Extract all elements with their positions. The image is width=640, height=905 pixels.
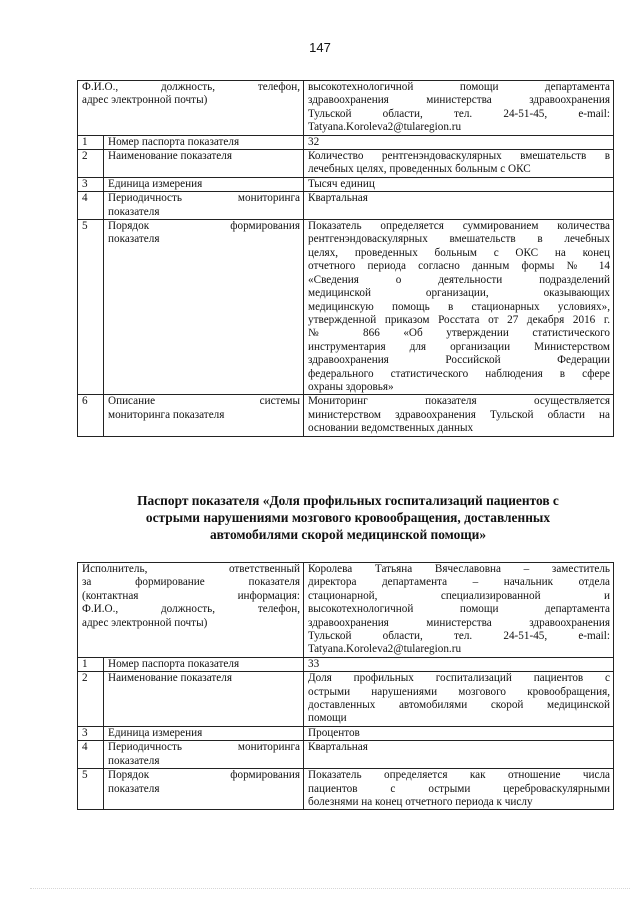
table-row bbox=[78, 672, 614, 727]
text-line: Королева Татьяна Вячеславовна – заместитель bbox=[308, 563, 611, 575]
table-row bbox=[78, 769, 614, 810]
text-line: Показатель определяется как отношение числа bbox=[308, 769, 611, 782]
text-line: Номер паспорта показателя bbox=[108, 657, 240, 670]
page-number: 147 bbox=[309, 40, 331, 55]
row-value bbox=[304, 657, 614, 671]
text-line: «Сведения о деятельности подразделений bbox=[308, 273, 611, 286]
text-line: Периодичность мониторинга bbox=[108, 192, 301, 205]
table-row bbox=[78, 192, 614, 220]
row-value bbox=[304, 192, 614, 220]
text-line: показателя bbox=[108, 754, 160, 767]
row-value bbox=[304, 135, 614, 149]
text-line: за формирование показателя bbox=[82, 576, 301, 589]
text-line: охраны здоровья» bbox=[308, 380, 394, 393]
row-label bbox=[104, 726, 304, 740]
text-line: медицинской организации, оказывающих bbox=[308, 287, 611, 300]
text-line: Tatyana.Koroleva2@tularegion.ru bbox=[308, 121, 462, 134]
text-line: здравоохранения министерства здравоохранения bbox=[308, 94, 611, 107]
row-value bbox=[304, 150, 614, 178]
text-line: директора департамента – начальник отдела bbox=[308, 576, 611, 589]
text-line: высокотехнологичной помощи департамента bbox=[308, 603, 611, 616]
row-label bbox=[104, 769, 304, 810]
row-number: 2 bbox=[78, 150, 104, 178]
row-value bbox=[304, 672, 614, 727]
row-label bbox=[104, 150, 304, 178]
text-line: Единица измерения bbox=[108, 177, 203, 190]
text-line: показателя bbox=[108, 782, 160, 795]
scan-artifact-line bbox=[30, 888, 630, 891]
text-line: Исполнитель, ответственный bbox=[82, 563, 301, 575]
text-line: адрес электронной почты) bbox=[82, 94, 208, 107]
passport-heading bbox=[80, 492, 616, 543]
row-label bbox=[104, 657, 304, 671]
table-row bbox=[78, 726, 614, 740]
row-number: 2 bbox=[78, 672, 104, 727]
text-line: № 866 «Об утверждении статистического bbox=[308, 327, 611, 340]
text-line: Наименование показателя bbox=[108, 150, 232, 163]
text-line: Ф.И.О., должность, телефон, bbox=[82, 603, 301, 616]
text-line: мониторинга показателя bbox=[108, 408, 225, 421]
table-row bbox=[78, 177, 614, 191]
text-line: здравоохранения министерства здравоохранения bbox=[308, 616, 611, 629]
row-number: 5 bbox=[78, 220, 104, 395]
row-number: 3 bbox=[78, 726, 104, 740]
text-line: основании ведомственных данных bbox=[308, 422, 474, 435]
row-value bbox=[304, 769, 614, 810]
row-value bbox=[304, 741, 614, 769]
table-row bbox=[78, 395, 614, 436]
header-row bbox=[78, 563, 614, 658]
heading-line: Паспорт показателя «Доля профильных госпитализаций пациентов с bbox=[137, 493, 559, 508]
text-line: лечебных целях, проведенных больным с ОКС bbox=[308, 163, 531, 176]
text-line: стационарной, специализированной и bbox=[308, 589, 611, 602]
header-value-cell bbox=[304, 81, 614, 136]
row-value bbox=[304, 220, 614, 395]
text-line: утвержденной приказом Росстата от 27 декабря 2016 г. bbox=[308, 313, 611, 326]
row-value bbox=[304, 395, 614, 436]
row-number: 4 bbox=[78, 192, 104, 220]
row-label bbox=[104, 672, 304, 727]
table-row bbox=[78, 135, 614, 149]
text-line: рентгенэндоваскулярных вмешательств в лечебных bbox=[308, 233, 611, 246]
text-line: Квартальная bbox=[308, 741, 368, 754]
table-row bbox=[78, 657, 614, 671]
text-line: целях, проведенных больным с ОКС на конец bbox=[308, 246, 611, 259]
header-label-cell bbox=[78, 563, 304, 658]
text-line: здравоохранения Российской Федерации bbox=[308, 354, 611, 367]
table-row bbox=[78, 220, 614, 395]
heading-line: автомобилями скорой медицинской помощи» bbox=[209, 527, 487, 542]
text-line: адрес электронной почты) bbox=[82, 616, 208, 629]
text-line: помощи bbox=[308, 712, 347, 725]
text-line: Квартальная bbox=[308, 192, 368, 205]
text-line: Тульской области, тел. 24-51-45, e-mail: bbox=[308, 107, 611, 120]
text-line: пациентов с острыми цереброваскулярными bbox=[308, 782, 611, 795]
text-line: министерством здравоохранения Тульской области на bbox=[308, 408, 611, 421]
row-label bbox=[104, 135, 304, 149]
header-label-cell bbox=[78, 81, 304, 136]
row-value bbox=[304, 726, 614, 740]
text-line: инструментария для организации Министерством bbox=[308, 340, 611, 353]
header-row bbox=[78, 81, 614, 136]
row-number: 1 bbox=[78, 135, 104, 149]
row-value bbox=[304, 177, 614, 191]
text-line: показателя bbox=[108, 205, 160, 218]
text-line: (контактная информация: bbox=[82, 589, 301, 602]
text-line: Доля профильных госпитализаций пациентов с bbox=[308, 672, 611, 685]
text-line: Количество рентгенэндоваскулярных вмешательств в bbox=[308, 150, 611, 163]
text-line: острыми нарушениями мозгового кровообращения, bbox=[308, 685, 611, 698]
text-line: болезнями на конец отчетного периода к числу bbox=[308, 795, 533, 808]
text-line: Процентов bbox=[308, 726, 360, 739]
row-label bbox=[104, 395, 304, 436]
passport-table-33 bbox=[77, 562, 614, 810]
text-line: медицинскую помощь в стационарных условиях», bbox=[308, 300, 611, 313]
text-line: показателя bbox=[108, 233, 160, 246]
text-line: Порядок формирования bbox=[108, 769, 301, 782]
row-number: 4 bbox=[78, 741, 104, 769]
text-line: Порядок формирования bbox=[108, 220, 301, 233]
text-line: Показатель определяется суммированием количества bbox=[308, 220, 611, 233]
row-label bbox=[104, 192, 304, 220]
text-line: Номер паспорта показателя bbox=[108, 135, 240, 148]
text-line: Тульской области, тел. 24-51-45, e-mail: bbox=[308, 630, 611, 643]
table-row bbox=[78, 150, 614, 178]
text-line: отчетного периода согласно данным формы № 14 bbox=[308, 260, 611, 273]
text-line: Ф.И.О., должность, телефон, bbox=[82, 81, 301, 93]
text-line: Мониторинг показателя осуществляется bbox=[308, 395, 611, 408]
row-label bbox=[104, 177, 304, 191]
text-line: 32 bbox=[308, 135, 320, 148]
text-line: федерального статистического наблюдения в сфере bbox=[308, 367, 611, 380]
table-row bbox=[78, 741, 614, 769]
row-number: 6 bbox=[78, 395, 104, 436]
text-line: Tatyana.Koroleva2@tularegion.ru bbox=[308, 643, 462, 656]
text-line: высокотехнологичной помощи департамента bbox=[308, 81, 611, 93]
row-number: 3 bbox=[78, 177, 104, 191]
passport-table-32 bbox=[77, 80, 614, 437]
row-number: 5 bbox=[78, 769, 104, 810]
row-label bbox=[104, 741, 304, 769]
text-line: Единица измерения bbox=[108, 726, 203, 739]
text-line: 33 bbox=[308, 657, 320, 670]
text-line: Наименование показателя bbox=[108, 672, 232, 685]
row-number: 1 bbox=[78, 657, 104, 671]
text-line: Периодичность мониторинга bbox=[108, 741, 301, 754]
text-line: Описание системы bbox=[108, 395, 301, 408]
text-line: доставленных автомобилями скорой медицинской bbox=[308, 699, 611, 712]
header-value-cell bbox=[304, 563, 614, 658]
heading-line: острыми нарушениями мозгового кровообращения, доставленных bbox=[145, 510, 551, 525]
row-label bbox=[104, 220, 304, 395]
text-line: Тысяч единиц bbox=[308, 177, 375, 190]
